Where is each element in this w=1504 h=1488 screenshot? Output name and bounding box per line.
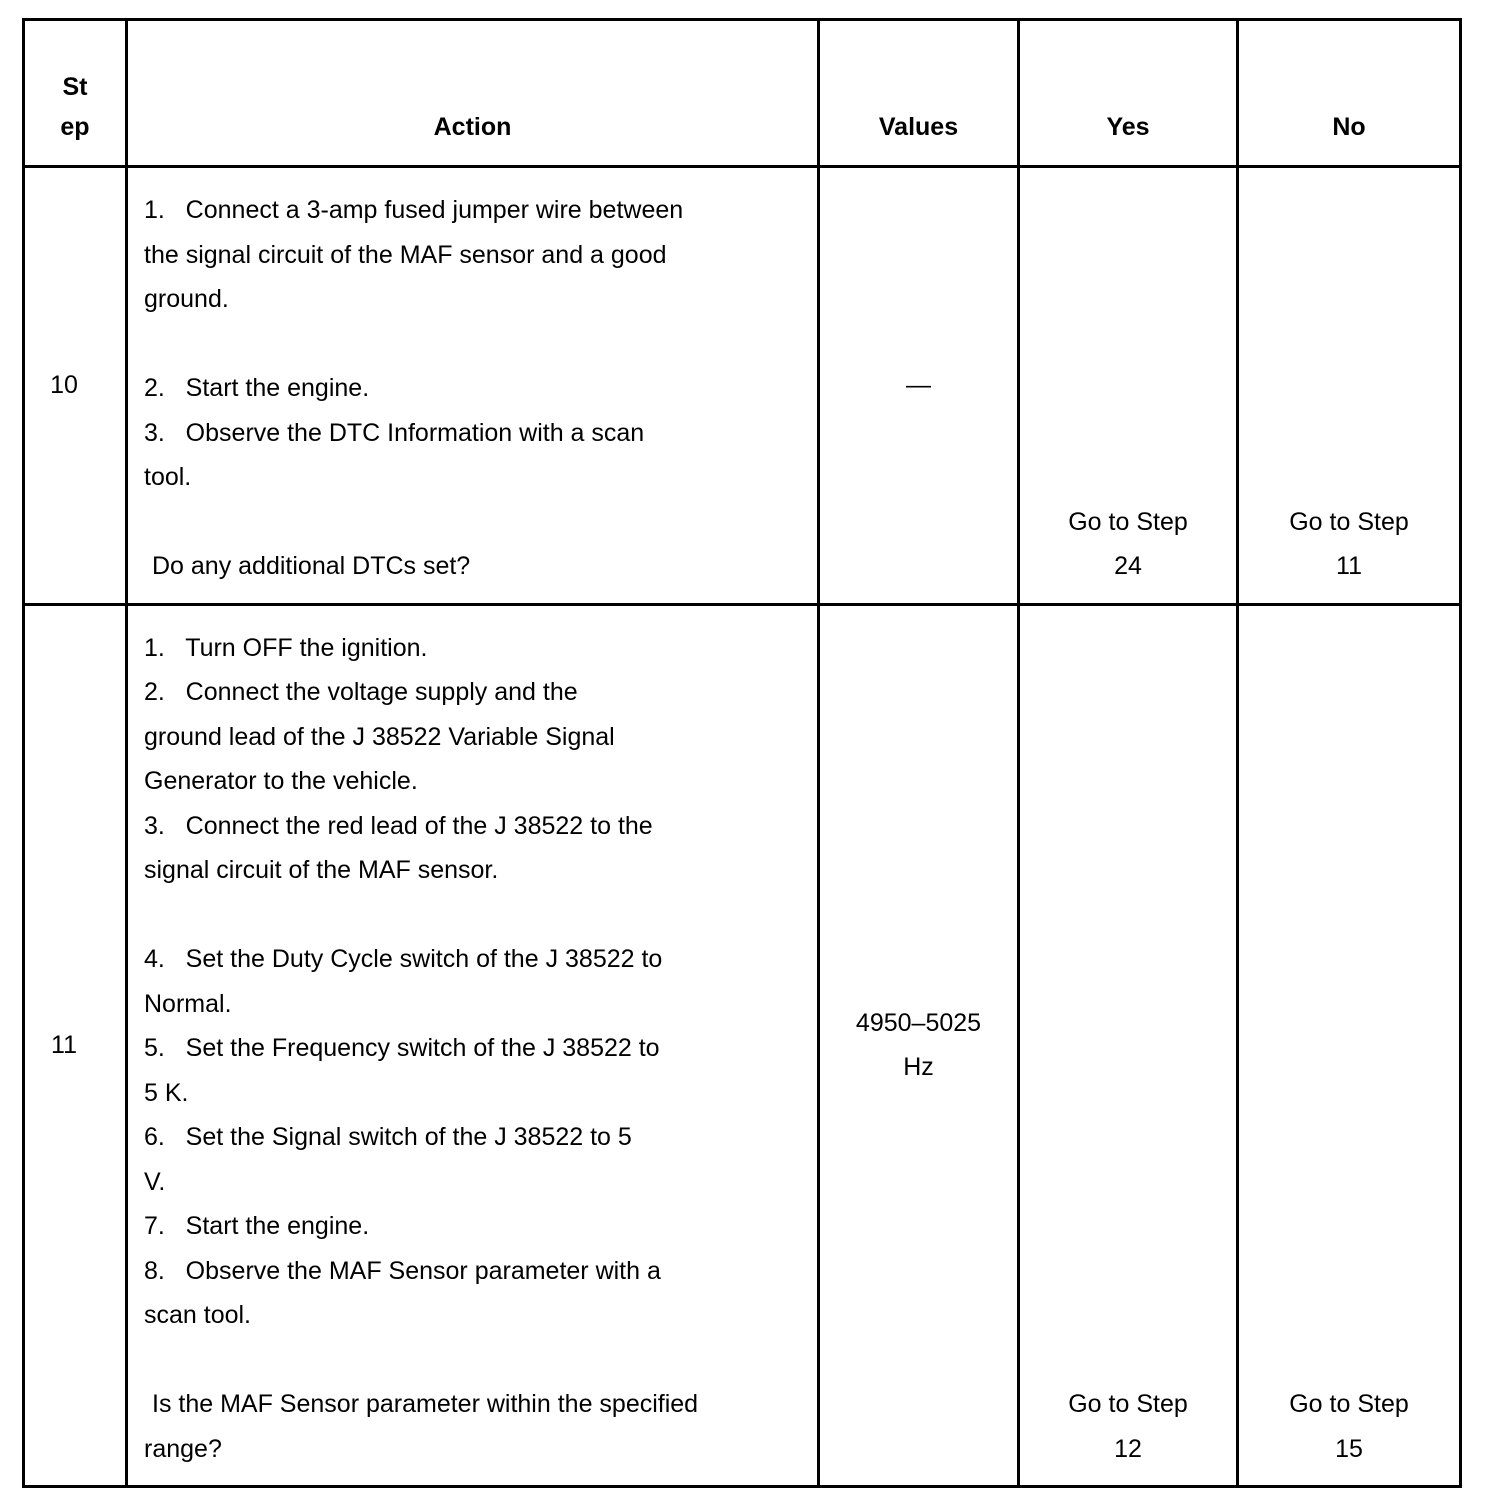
yes-go-label: Go to Step	[1068, 1390, 1188, 1418]
no-go-step: 11	[1336, 552, 1362, 580]
action-line: Generator to the vehicle.	[144, 767, 418, 795]
action-line: ground lead of the J 38522 Variable Signal	[144, 722, 615, 751]
yes-cell	[1019, 167, 1238, 605]
header-values: Values	[819, 20, 1019, 167]
value-text: 4950–5025 Hz	[855, 1008, 982, 1082]
table-row	[24, 167, 1461, 605]
diagnostic-step-table	[22, 18, 1462, 1488]
step-number: 10	[24, 167, 127, 605]
value-text: —	[906, 371, 931, 399]
header-no: No	[1238, 20, 1461, 167]
values-cell	[819, 604, 1019, 1487]
action-line: Normal.	[144, 989, 232, 1018]
action-line: 3. Connect the red lead of the J 38522 to the	[144, 811, 653, 840]
no-cell	[1238, 167, 1461, 605]
no-go-label: Go to Step	[1289, 1390, 1409, 1418]
action-line: 1. Connect a 3-amp fused jumper wire between	[144, 196, 684, 224]
action-cell	[127, 167, 819, 605]
yes-go-label: Go to Step	[1068, 507, 1188, 536]
header-row	[24, 20, 1461, 167]
action-spacer	[144, 893, 803, 938]
yes-go-step: 24	[1114, 552, 1142, 580]
action-line: Do any additional DTCs set?	[152, 552, 471, 580]
action-line: signal circuit of the MAF sensor.	[144, 856, 499, 884]
no-go-label: Go to Step	[1289, 507, 1409, 536]
header-step: St ep	[24, 20, 127, 167]
action-line: 2. Start the engine.	[144, 374, 370, 402]
action-line: 1. Turn OFF the ignition.	[144, 633, 428, 662]
values-cell	[819, 167, 1019, 605]
yes-cell	[1019, 604, 1238, 1487]
no-go-step: 15	[1335, 1434, 1363, 1463]
action-line: 3. Observe the DTC Information with a scan	[144, 418, 645, 447]
action-line: 5 K.	[144, 1078, 189, 1107]
action-line: 8. Observe the MAF Sensor parameter with a	[144, 1256, 661, 1285]
action-line: ground.	[144, 285, 229, 313]
action-line: 6. Set the Signal switch of the J 38522 to 5	[144, 1123, 632, 1151]
action-line: 4. Set the Duty Cycle switch of the J 38522 to	[144, 945, 663, 973]
table-row	[24, 604, 1461, 1487]
no-cell	[1238, 604, 1461, 1487]
action-line: V.	[144, 1167, 166, 1196]
action-spacer	[144, 322, 803, 367]
action-spacer	[144, 500, 803, 545]
action-cell	[127, 604, 819, 1487]
action-line: Is the MAF Sensor parameter within the specified	[152, 1390, 699, 1418]
header-yes: Yes	[1019, 20, 1238, 167]
action-line: 7. Start the engine.	[144, 1212, 370, 1240]
action-line: range?	[144, 1434, 222, 1463]
action-line: the signal circuit of the MAF sensor and a good	[144, 240, 667, 269]
action-line: 5. Set the Frequency switch of the J 38522 to	[144, 1034, 660, 1062]
action-line: tool.	[144, 463, 192, 491]
action-line: scan tool.	[144, 1301, 252, 1329]
action-spacer	[144, 1338, 803, 1383]
header-action: Action	[127, 20, 819, 167]
step-number: 11	[24, 604, 127, 1487]
action-line: 2. Connect the voltage supply and the	[144, 678, 578, 706]
yes-go-step: 12	[1114, 1434, 1142, 1463]
